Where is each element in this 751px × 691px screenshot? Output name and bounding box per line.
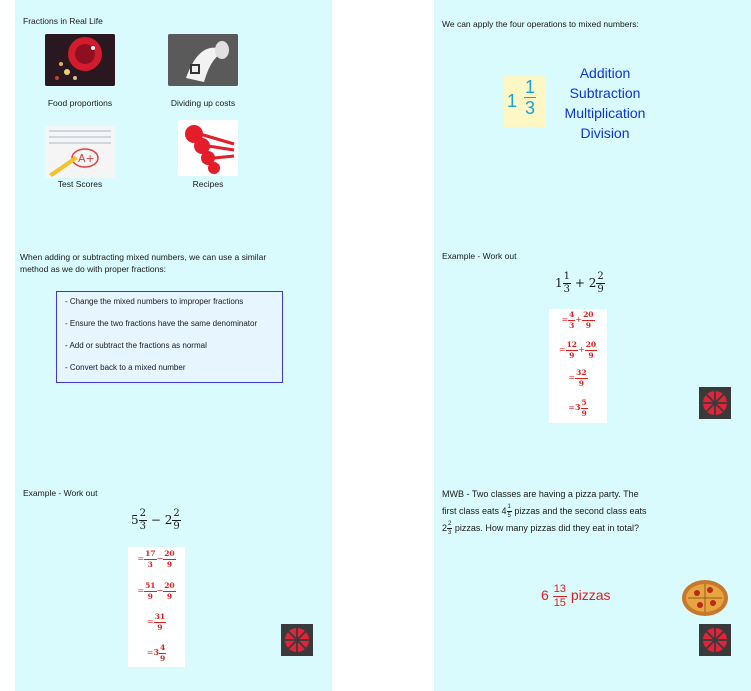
mixed-fraction: $\frac{1}{3}$: [525, 77, 536, 118]
working-line-3: = $\frac{31}{9}$: [146, 612, 166, 632]
method-intro: When adding or subtracting mixed numbers, we can use a similar method as we do with proper fractions:: [20, 252, 267, 274]
mixed-number-box: [504, 76, 546, 127]
step-2: - Ensure the two fractions have the same denominator: [65, 319, 258, 328]
mixed-whole: 1: [507, 91, 518, 111]
pizza-image: [680, 578, 730, 618]
svg-text:A+: A+: [78, 152, 95, 165]
working-line-1: = $\frac{4}{3}$ + $\frac{20}{9}$: [561, 310, 594, 330]
step-4: - Convert back to a mixed number: [65, 363, 186, 372]
step-1: - Change the mixed numbers to improper fractions: [65, 297, 244, 306]
caption-costs: Dividing up costs: [170, 98, 236, 108]
working-line-4: =3 $\frac{5}{9}$: [568, 398, 587, 418]
op-subtraction: Subtraction: [569, 85, 641, 101]
problem-subtraction: 5 $\frac{2}{3}$ − 2 $\frac{2}{9}$: [131, 508, 180, 532]
test-score-image: [45, 126, 115, 178]
working-line-2: = $\frac{12}{9}$ + $\frac{20}{9}$: [558, 340, 597, 360]
caption-test-scores: Test Scores: [57, 179, 103, 189]
pizza-icon[interactable]: [699, 624, 731, 656]
op-addition: Addition: [579, 65, 631, 81]
working-line-2: = $\frac{51}{9}$ − $\frac{20}{9}$: [137, 581, 175, 601]
working-line-4: =3 $\frac{4}{9}$: [146, 643, 166, 663]
operations-intro: We can apply the four operations to mixed numbers:: [442, 19, 639, 29]
measuring-spoons-image: [178, 120, 238, 176]
steps-box: [56, 291, 283, 383]
op-division: Division: [580, 125, 630, 141]
step-3: - Add or subtract the fractions as normal: [65, 341, 207, 350]
pizza-icon[interactable]: [281, 624, 313, 656]
op-multiplication: Multiplication: [564, 105, 646, 121]
food-image: [45, 34, 115, 86]
working-line-3: = $\frac{32}{9}$: [568, 368, 587, 388]
working-line-1: = $\frac{17}{3}$ − $\frac{20}{9}$: [137, 549, 175, 569]
caption-recipes: Recipes: [192, 179, 224, 189]
example-title-addition: Example - Work out: [442, 251, 517, 261]
working-subtraction: [128, 547, 185, 667]
working-addition: [549, 309, 607, 423]
caption-food: Food proportions: [47, 98, 113, 108]
example-title-subtraction: Example - Work out: [23, 488, 98, 498]
pizza-problem-text: MWB - Two classes are having a pizza party. The first class eats 4 $\frac{1}{5}$ pizzas and the second class eats 2 $\frac{2}{3}$ pizzas. How many pizzas did they eat in total?: [442, 489, 647, 537]
receipt-image: [168, 34, 238, 86]
problem-addition: 1 $\frac{1}{3}$ + 2 $\frac{2}{9}$: [555, 271, 604, 295]
operations-list: [550, 63, 660, 143]
pizza-answer: 6 $\frac{13}{15}$ pizzas: [541, 583, 611, 609]
slide-title: Fractions in Real Life: [23, 16, 103, 26]
pizza-icon[interactable]: [699, 387, 731, 419]
